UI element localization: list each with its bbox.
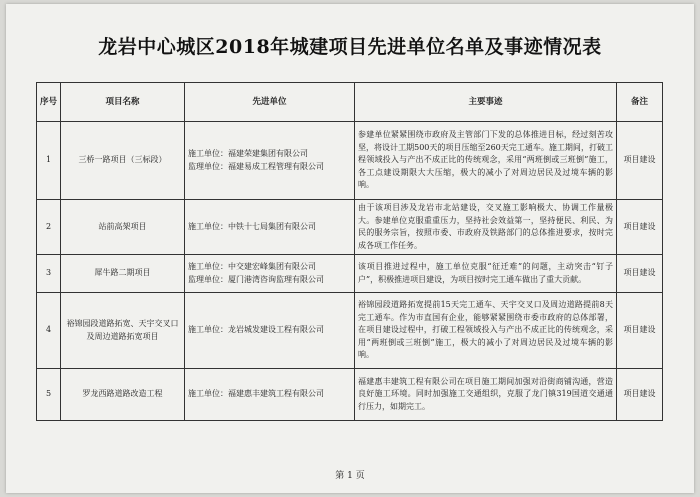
page-number: 第 1 页 [335, 471, 365, 481]
row-project: 犀牛路二期项目 [61, 255, 185, 293]
row-deeds: 福建惠丰建筑工程有限公司在项目施工期间加强对沿街商铺沟通，营造良好施工环境。同时加强施工交通组织，克服了龙门镇319国道交通通行压力，如期完工。 [355, 369, 617, 421]
unit-line: 施工单位：中铁十七局集团有限公司 [188, 221, 316, 231]
table-row [37, 369, 663, 421]
row-project: 三桥一路项目（三标段） [61, 122, 185, 200]
row-deeds: 裕锦园段道路拓宽提前15天完工通车、天宇交叉口及周边道路提前8天完工通车。作为市直国有企业，能够紧紧围绕市委市政府的总体部署，在项目建设过程中，打破工程领域投入与产出不成正比的传统观念，采用“两班倒或三班倒”施工，极大的减小了对周边居民及过境车辆的影响。 [355, 293, 617, 369]
advanced-units-table [36, 82, 663, 421]
table-row [37, 255, 663, 293]
document-page [6, 4, 694, 493]
header-no: 序号 [37, 83, 61, 122]
unit-line: 施工单位：龙岩城发建设工程有限公司 [188, 325, 324, 335]
row-units [185, 369, 355, 421]
row-deeds: 参建单位紧紧围绕市政府及主管部门下发的总体推进目标，经过刻苦攻坚，将设计工期500天的项目压缩至260天完工通车。施工期间，打破工程领域投入与产出不成正比的传统观念，采用“两班倒或三班倒”施工，各工点建设期限大大压缩，极大的减小了对周边居民及过境车辆的影响。 [355, 122, 617, 200]
row-units [185, 200, 355, 255]
row-units [185, 255, 355, 293]
table-row [37, 122, 663, 200]
header-deeds: 主要事迹 [355, 83, 617, 122]
row-remark: 项目建设 [617, 293, 663, 369]
row-deeds: 由于该项目涉及龙岩市北站建设，交叉施工影响极大、协调工作量极大。参建单位克服重重压力，坚持社会效益第一，坚持便民、利民、为民的服务宗旨，按照市委、市政府及铁路部门的总体推进要求，按时完成各项工作任务。 [355, 200, 617, 255]
unit-line: 监理单位：厦门港湾咨询监理有限公司 [188, 274, 324, 284]
row-remark: 项目建设 [617, 122, 663, 200]
row-remark: 项目建设 [617, 255, 663, 293]
unit-line: 施工单位：中交建宏峰集团有限公司 [188, 262, 316, 271]
unit-line: 施工单位：福建惠丰建筑工程有限公司 [188, 389, 324, 399]
row-units [185, 122, 355, 200]
table-row [37, 200, 663, 255]
table-row [37, 293, 663, 369]
row-project: 罗龙西路道路改造工程 [61, 369, 185, 421]
row-remark: 项目建设 [617, 200, 663, 255]
row-deeds: 该项目推进过程中，施工单位克服“征迁难”的问题，主动突击“钉子户”，积极推进项目建设，为项目按时完工通车做出了重大贡献。 [355, 255, 617, 293]
row-project: 站前高架项目 [61, 200, 185, 255]
row-no: 1 [37, 122, 61, 200]
row-units [185, 293, 355, 369]
row-no: 2 [37, 200, 61, 255]
page-title: 龙岩中心城区2018年城建项目先进单位名单及事迹情况表 [98, 36, 602, 58]
row-project: 裕锦园段道路拓宽、天宇交叉口及周边道路拓宽项目 [61, 293, 185, 369]
unit-line: 监理单位：福建易成工程管理有限公司 [188, 161, 324, 171]
row-no: 4 [37, 293, 61, 369]
table-header-row [37, 83, 663, 122]
row-no: 5 [37, 369, 61, 421]
header-remark: 备注 [617, 83, 663, 122]
header-unit: 先进单位 [185, 83, 355, 122]
unit-line: 施工单位：福建荣建集团有限公司 [188, 149, 308, 158]
row-no: 3 [37, 255, 61, 293]
row-remark: 项目建设 [617, 369, 663, 421]
header-project: 项目名称 [61, 83, 185, 122]
